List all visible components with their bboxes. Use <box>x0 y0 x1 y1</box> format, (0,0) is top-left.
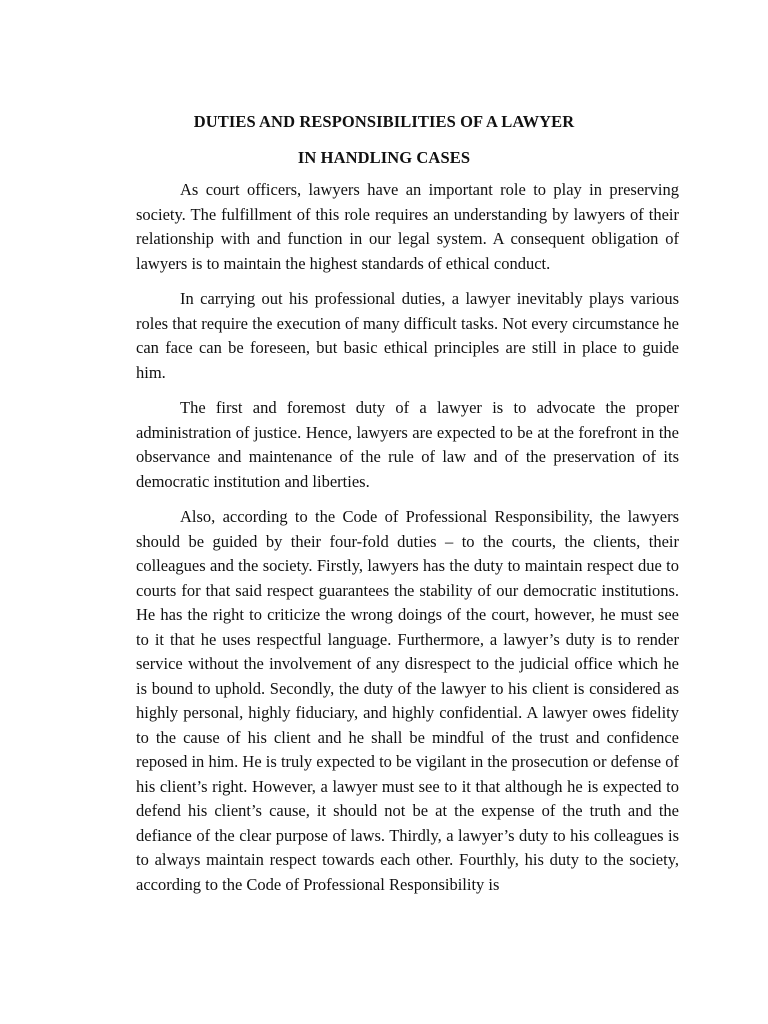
paragraph-2: In carrying out his professional duties, a lawyer inevitably plays various roles that require the execution of many difficult tasks. Not every circumstance he can face can be foreseen, but basic ethical principles are still in place to guide him. <box>136 289 679 382</box>
paragraph-3: The first and foremost duty of a lawyer is to advocate the proper administration of justice. Hence, lawyers are expected to be at the forefront in the observance and maintenance of the rule of law and of the preservation of its democratic institution and liberties. <box>136 398 679 491</box>
document-title-line-2: IN HANDLING CASES <box>297 148 471 167</box>
document-body <box>136 178 679 908</box>
document-title-line-1: DUTIES AND RESPONSIBILITIES OF A LAWYER <box>193 112 575 131</box>
paragraph-4: Also, according to the Code of Professional Responsibility, the lawyers should be guided by their four-fold duties – to the courts, the clients, their colleagues and the society. Firstly, lawyers has the duty to maintain respect due to courts for that said respect guarantees the stability of our democratic institutions. He has the right to criticize the wrong doings of the court, however, he must see to it that he uses respectful language. Furthermore, a lawyer’s duty is to render service without the involvement of any disrespect to the judicial office which he is bound to uphold. Secondly, the duty of the lawyer to his client is considered as highly personal, highly fiduciary, and highly confidential. A lawyer owes fidelity to the cause of his client and he shall be mindful of the trust and confidence reposed in him. He is truly expected to be vigilant in the prosecution or defense of his client’s right. However, a lawyer must see to it that although he is expected to defend his client’s cause, it should not be at the expense of the truth and the defiance of the clear purpose of laws. Thirdly, a lawyer’s duty to his colleagues is to always maintain respect towards each other. Fourthly, his duty to the society, according to the Code of Professional Responsibility is <box>136 507 679 894</box>
paragraph-1: As court officers, lawyers have an important role to play in preserving society. The fulfillment of this role requires an understanding by lawyers of their relationship with and function in our legal system. A consequent obligation of lawyers is to maintain the highest standards of ethical conduct. <box>136 180 679 273</box>
